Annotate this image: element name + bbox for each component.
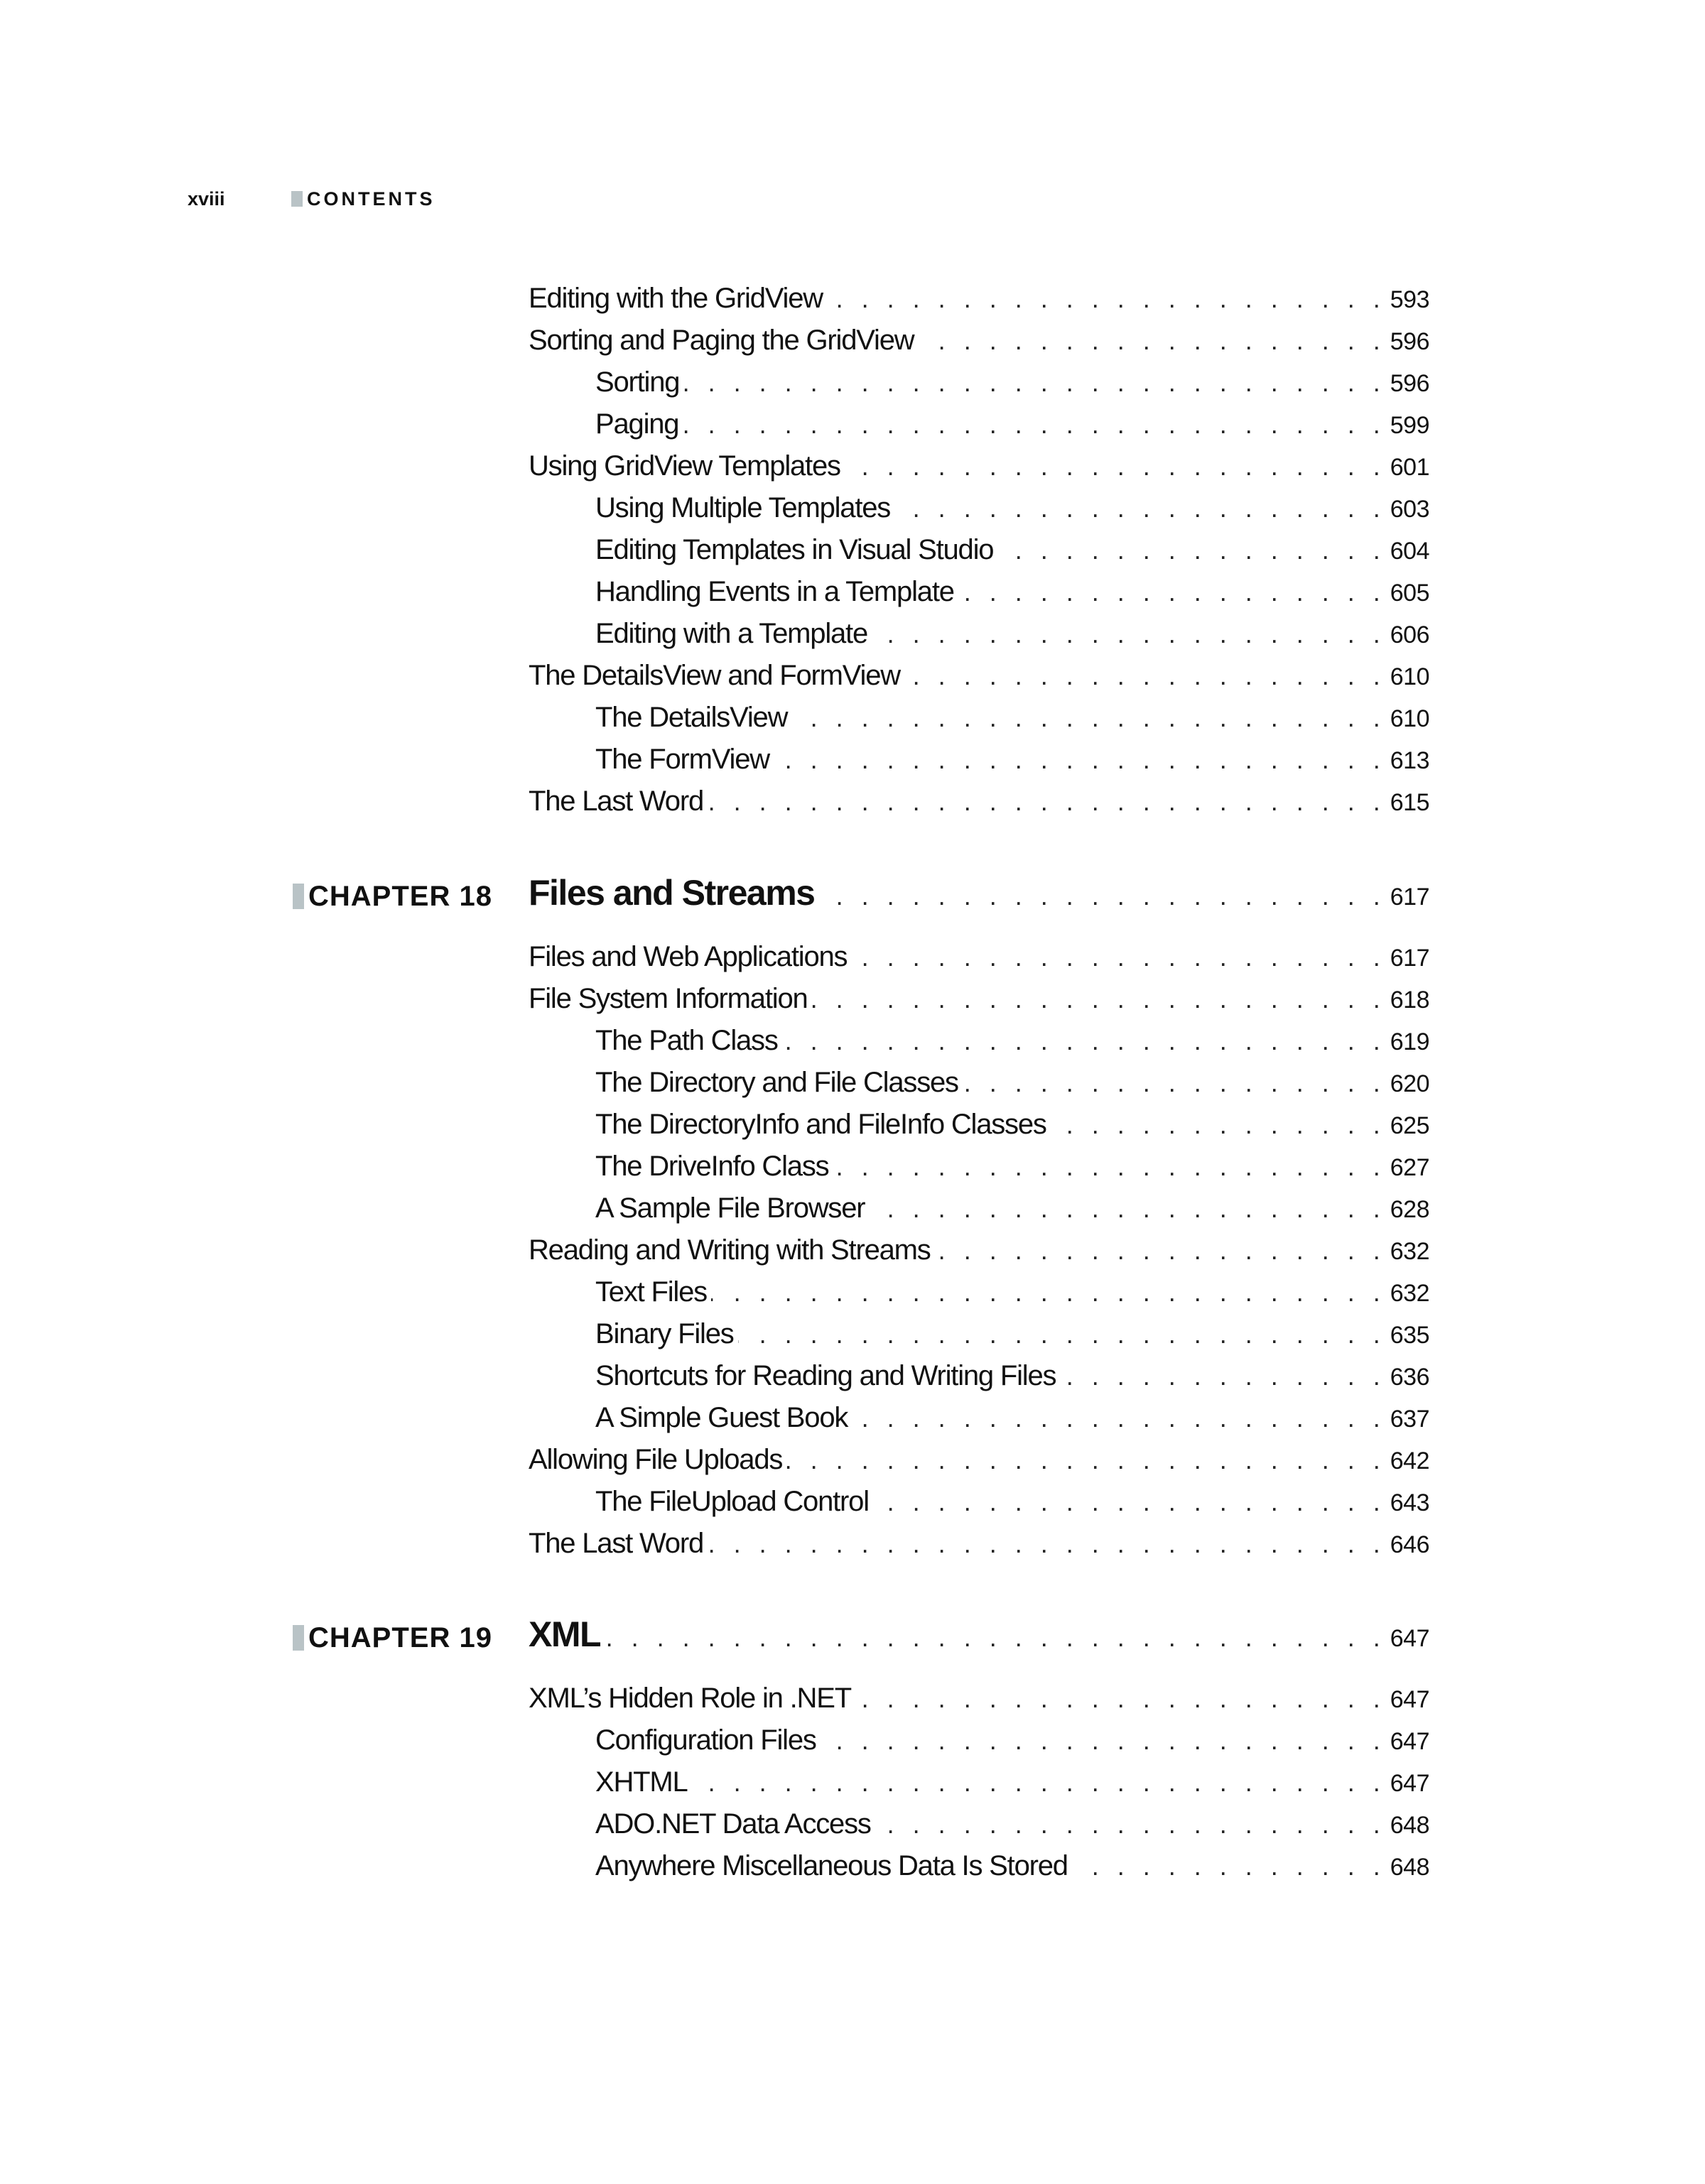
dot-leader (845, 452, 1386, 482)
toc-entry-page: 632 (1390, 1280, 1429, 1307)
dot-leader (708, 1529, 1386, 1559)
running-head (188, 186, 435, 212)
dot-leader (958, 577, 1386, 607)
dot-leader (738, 1320, 1386, 1349)
toc-entry-title: Editing Templates in Visual Studio (595, 534, 994, 565)
toc-entry-page: 636 (1390, 1364, 1429, 1391)
dot-leader (833, 1152, 1385, 1182)
dot-leader (711, 1278, 1386, 1308)
toc-entry-title: The Path Class (595, 1025, 778, 1056)
toc-subentry (595, 702, 1429, 739)
toc-entry-title: ADO.NET Data Access (595, 1808, 871, 1840)
toc-entry-page: 617 (1390, 945, 1429, 972)
toc-entry-title: The Last Word (529, 1528, 704, 1559)
dot-leader (852, 1403, 1386, 1433)
dot-leader (873, 1487, 1386, 1517)
toc-entry-title: A Simple Guest Book (595, 1402, 848, 1433)
dot-leader (812, 984, 1386, 1014)
toc-entry-page: 605 (1390, 580, 1429, 607)
toc-subentry (595, 1360, 1429, 1397)
toc-subentry (595, 1151, 1429, 1188)
toc-entry-page: 632 (1390, 1238, 1429, 1265)
toc-subentry (595, 1276, 1429, 1313)
toc-subentry (595, 1067, 1429, 1104)
toc-entry-title: Reading and Writing with Streams (529, 1234, 931, 1266)
toc-subentry (595, 576, 1429, 613)
toc-entry-title: Shortcuts for Reading and Writing Files (595, 1360, 1056, 1391)
dot-leader (875, 1810, 1386, 1840)
toc-subentry (595, 1724, 1429, 1761)
toc-entry-page: 628 (1390, 1196, 1429, 1223)
toc-entry (529, 325, 1429, 362)
dot-leader (791, 703, 1385, 733)
toc-entry-title: Configuration Files (595, 1724, 816, 1756)
chapter-title: Files and Streams (529, 873, 815, 913)
toc-entry-title: The DetailsView (595, 702, 788, 733)
toc-subentry (595, 366, 1429, 403)
toc-entry-title: Binary Files (595, 1318, 734, 1349)
toc-entry-title: Paging (595, 408, 679, 440)
toc-entry-title: File System Information (529, 983, 808, 1014)
toc-subentry (595, 618, 1429, 655)
toc-entry-title: Editing with a Template (595, 618, 868, 649)
toc-subentry (595, 744, 1429, 781)
toc-entry-title: Allowing File Uploads (529, 1444, 783, 1475)
toc-entry-page: 625 (1390, 1112, 1429, 1139)
toc-entry-page: 635 (1390, 1322, 1429, 1349)
toc-entry-title: Editing with the GridView (529, 283, 823, 314)
toc-entry-title: Sorting (595, 366, 680, 398)
toc-entry (529, 941, 1429, 978)
dot-leader (818, 881, 1385, 911)
toc-entry-title: Anywhere Miscellaneous Data Is Stored (595, 1850, 1068, 1881)
toc-entry-page: 647 (1390, 1770, 1429, 1797)
dot-leader (855, 1684, 1386, 1714)
toc-entry-page: 643 (1390, 1489, 1429, 1516)
chapter-entry (529, 872, 1429, 918)
toc-subentry (595, 1318, 1429, 1355)
dot-leader (683, 368, 1385, 398)
dot-leader (708, 787, 1386, 817)
toc-subentry (595, 1808, 1429, 1845)
dot-leader (869, 1194, 1385, 1224)
dot-leader (851, 942, 1385, 972)
page-folio: xviii (188, 188, 225, 210)
dot-leader (774, 745, 1386, 775)
toc-entry (529, 1234, 1429, 1271)
toc-entry-title: XHTML (595, 1766, 688, 1798)
toc-entry-page: 642 (1390, 1447, 1429, 1474)
toc-entry-title: A Sample File Browser (595, 1192, 865, 1224)
dot-leader (918, 326, 1385, 356)
dot-leader (692, 1768, 1386, 1798)
toc-entry-page: 637 (1390, 1406, 1429, 1433)
chapter-number: CHAPTER 19 (308, 1621, 492, 1653)
toc-entry (529, 283, 1429, 320)
toc-entry-title: Text Files (595, 1276, 707, 1308)
dot-leader (683, 410, 1385, 440)
toc-entry (529, 450, 1429, 487)
chapter-entry (529, 1614, 1429, 1659)
toc-entry-title: Handling Events in a Template (595, 576, 954, 607)
toc-entry-title: The FileUpload Control (595, 1486, 869, 1517)
toc-subentry (595, 408, 1429, 445)
toc-entry (529, 1444, 1429, 1481)
toc-entry-page: 601 (1390, 454, 1429, 481)
toc-subentry (595, 1850, 1429, 1887)
toc-entry-page: 613 (1390, 747, 1429, 774)
toc-subentry (595, 1402, 1429, 1439)
toc-entry-page: 599 (1390, 412, 1429, 439)
toc-entry (529, 983, 1429, 1020)
toc-entry-title: The DetailsView and FormView (529, 660, 900, 691)
toc-entry-page: 610 (1390, 663, 1429, 690)
toc-entry-page: 615 (1390, 789, 1429, 816)
toc-subentry (595, 534, 1429, 571)
chapter-label (293, 875, 492, 918)
toc-entry-title: The Last Word (529, 786, 704, 817)
dot-leader (1051, 1110, 1386, 1140)
toc-subentry (595, 1025, 1429, 1062)
dot-leader (872, 619, 1386, 649)
toc-entry-page: 648 (1390, 1812, 1429, 1839)
toc-entry-page: 604 (1390, 538, 1429, 565)
toc-entry-title: The DriveInfo Class (595, 1151, 829, 1182)
toc-entry-title: The FormView (595, 744, 769, 775)
dot-leader (894, 494, 1386, 523)
dot-leader (904, 661, 1386, 691)
dot-leader (821, 1726, 1386, 1756)
toc-entry-page: 596 (1390, 370, 1429, 397)
toc-entry-title: The DirectoryInfo and FileInfo Classes (595, 1109, 1046, 1140)
dot-leader (963, 1068, 1386, 1098)
toc-entry (529, 660, 1429, 697)
toc-entry-page: 603 (1390, 496, 1429, 523)
toc-entry (529, 1528, 1429, 1565)
toc-subentry (595, 1766, 1429, 1803)
toc-entry-page: 593 (1390, 286, 1429, 313)
toc-entry (529, 1683, 1429, 1720)
toc-entry-title: Sorting and Paging the GridView (529, 325, 914, 356)
toc-entry-page: 627 (1390, 1154, 1429, 1181)
section-marker (291, 191, 303, 207)
dot-leader (782, 1026, 1386, 1056)
dot-leader (827, 284, 1386, 314)
toc-subentry (595, 1486, 1429, 1523)
toc-entry-title: Using Multiple Templates (595, 492, 891, 523)
chapter-title: XML (529, 1614, 601, 1654)
dot-leader (997, 536, 1385, 565)
chapter-number: CHAPTER 18 (308, 880, 492, 912)
dot-leader (605, 1623, 1386, 1653)
toc-entry-page: 647 (1390, 1625, 1429, 1652)
toc-subentry (595, 492, 1429, 529)
toc-entry-page: 647 (1390, 1686, 1429, 1713)
toc-entry-page: 646 (1390, 1531, 1429, 1558)
toc-entry-page: 647 (1390, 1728, 1429, 1755)
toc-entry-title: Files and Web Applications (529, 941, 848, 972)
toc-entry-page: 648 (1390, 1854, 1429, 1881)
chapter-label (293, 1617, 492, 1659)
toc-entry-page: 618 (1390, 987, 1429, 1014)
toc-entry-page: 610 (1390, 705, 1429, 732)
toc-entry-page: 596 (1390, 328, 1429, 355)
toc-entry-title: Using GridView Templates (529, 450, 840, 482)
toc-subentry (595, 1109, 1429, 1146)
chapter-marker (293, 1625, 304, 1651)
toc-entry-page: 617 (1390, 884, 1429, 911)
dot-leader (1060, 1362, 1385, 1391)
dot-leader (786, 1445, 1386, 1475)
chapter-marker (293, 884, 304, 909)
toc-entry-title: XML’s Hidden Role in .NET (529, 1683, 851, 1714)
section-title: CONTENTS (307, 188, 435, 210)
toc-entry-page: 619 (1390, 1028, 1429, 1055)
dot-leader (935, 1236, 1386, 1266)
toc-entry-page: 606 (1390, 621, 1429, 648)
toc-entry-title: The Directory and File Classes (595, 1067, 958, 1098)
dot-leader (1072, 1852, 1386, 1881)
toc-entry (529, 786, 1429, 822)
toc-entry-page: 620 (1390, 1070, 1429, 1097)
toc-subentry (595, 1192, 1429, 1229)
